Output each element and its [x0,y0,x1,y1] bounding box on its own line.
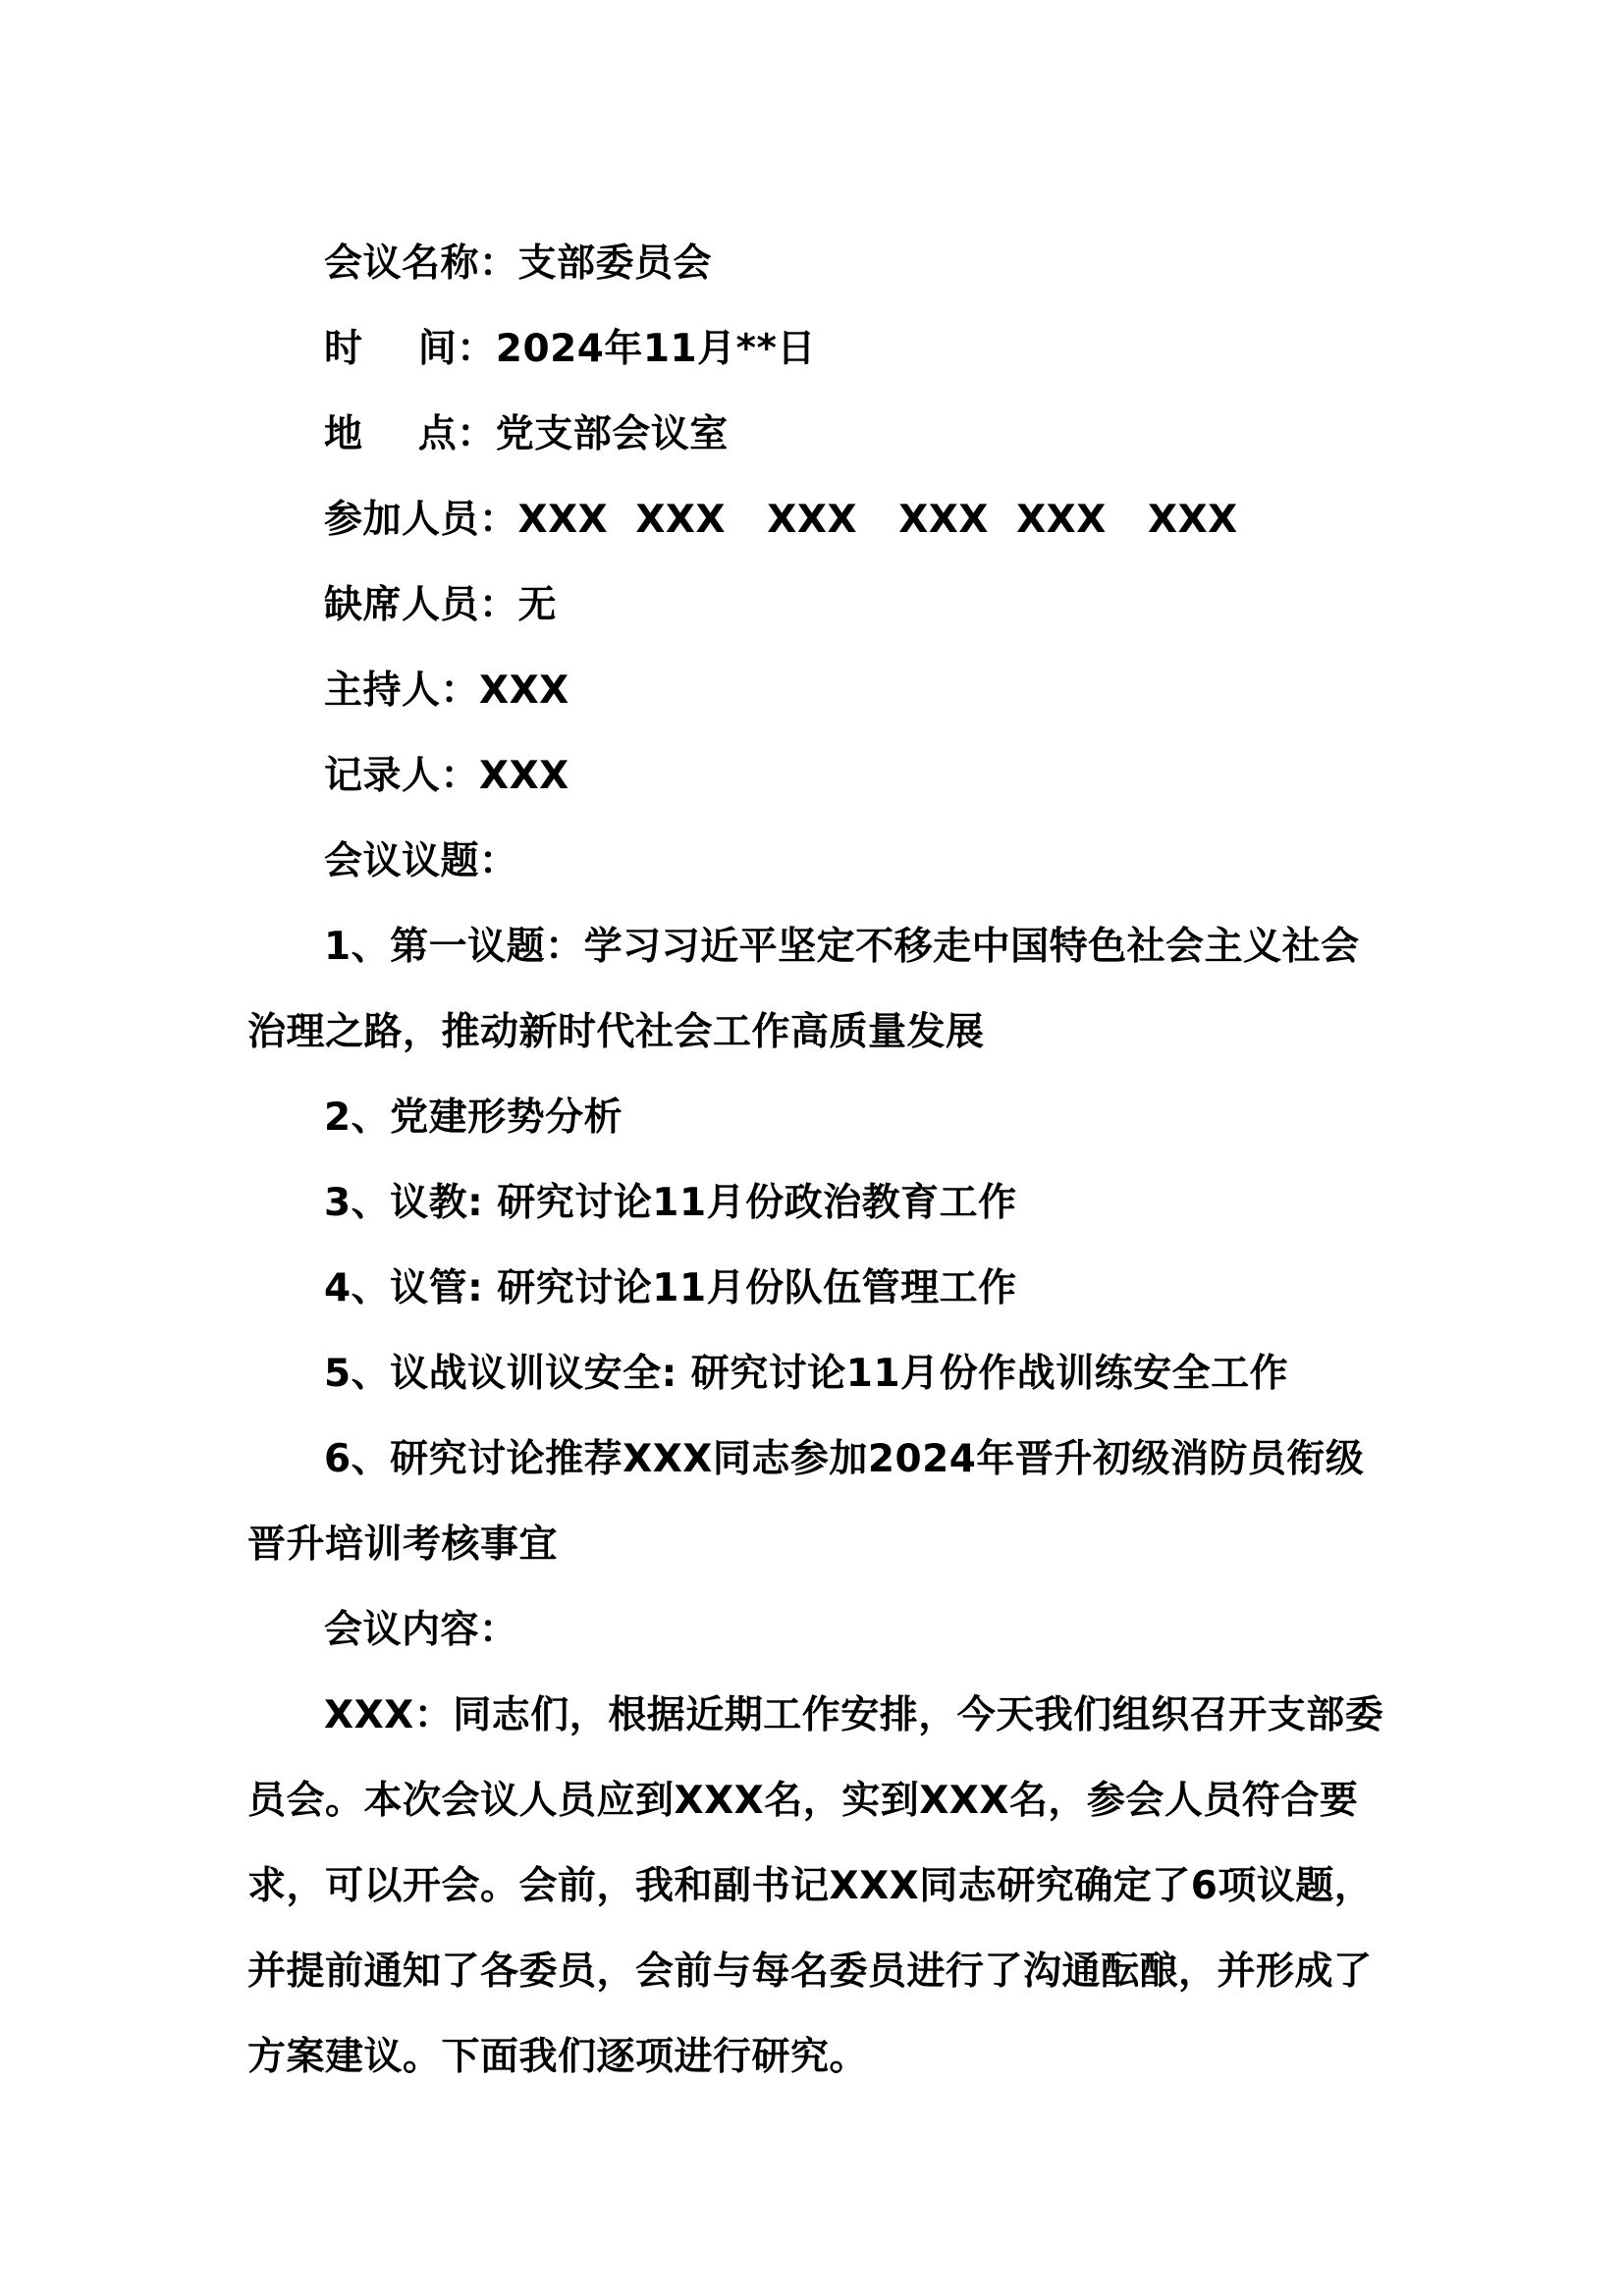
topics-heading: 会议议题： [324,839,518,883]
meeting-attendees-line: 参加人员：XXX XXX XXX XXX XXX XXX [324,498,1238,542]
meeting-absent-line: 缺席人员：无 [324,583,558,627]
topic-item-1-line-2: 治理之路，推动新时代社会工作高质量发展 [247,1010,985,1054]
topic-item-6-line-1: 6、研究讨论推荐XXX同志参加2024年晋升初级消防员衔级 [324,1437,1365,1481]
topic-item-6-line-2: 晋升培训考核事宜 [247,1522,559,1567]
topic-item-4: 4、议管: 研究讨论11月份队伍管理工作 [324,1266,1017,1310]
topic-item-3: 3、议教: 研究讨论11月份政治教育工作 [324,1181,1017,1225]
content-paragraph-line-4: 并提前通知了各委员，会前与每名委员进行了沟通酝酿，并形成了 [247,1949,1373,1994]
content-paragraph-line-1: XXX：同志们，根据近期工作安排，今天我们组织召开支部委 [324,1693,1384,1737]
meeting-recorder-line: 记录人：XXX [324,754,569,798]
meeting-place-line: 地 点：党支部会议室 [324,412,729,456]
topic-item-5: 5、议战议训议安全: 研究讨论11月份作战训练安全工作 [324,1352,1289,1396]
content-paragraph-line-2: 员会。本次会议人员应到XXX名，实到XXX名，参会人员符合要 [247,1779,1359,1823]
document-body [247,221,1386,2100]
meeting-name-line: 会议名称：支部委员会 [324,241,713,286]
content-paragraph-line-3: 求，可以开会。会前，我和副书记XXX同志研究确定了6项议题， [247,1864,1374,1908]
topic-item-1 [247,904,1386,1075]
topic-item-1-line-1: 1、第一议题：学习习近平坚定不移走中国特色社会主义社会 [324,925,1360,969]
topic-item-2: 2、党建形势分析 [324,1095,623,1140]
meeting-host-line: 主持人：XXX [324,668,569,713]
content-heading: 会议内容： [324,1608,518,1652]
meeting-time-line: 时 间：2024年11月**日 [324,327,816,371]
topic-item-6 [247,1416,1386,1587]
content-paragraph-line-5: 方案建议。下面我们逐项进行研究。 [247,2035,869,2079]
content-paragraph [247,1673,1386,2100]
